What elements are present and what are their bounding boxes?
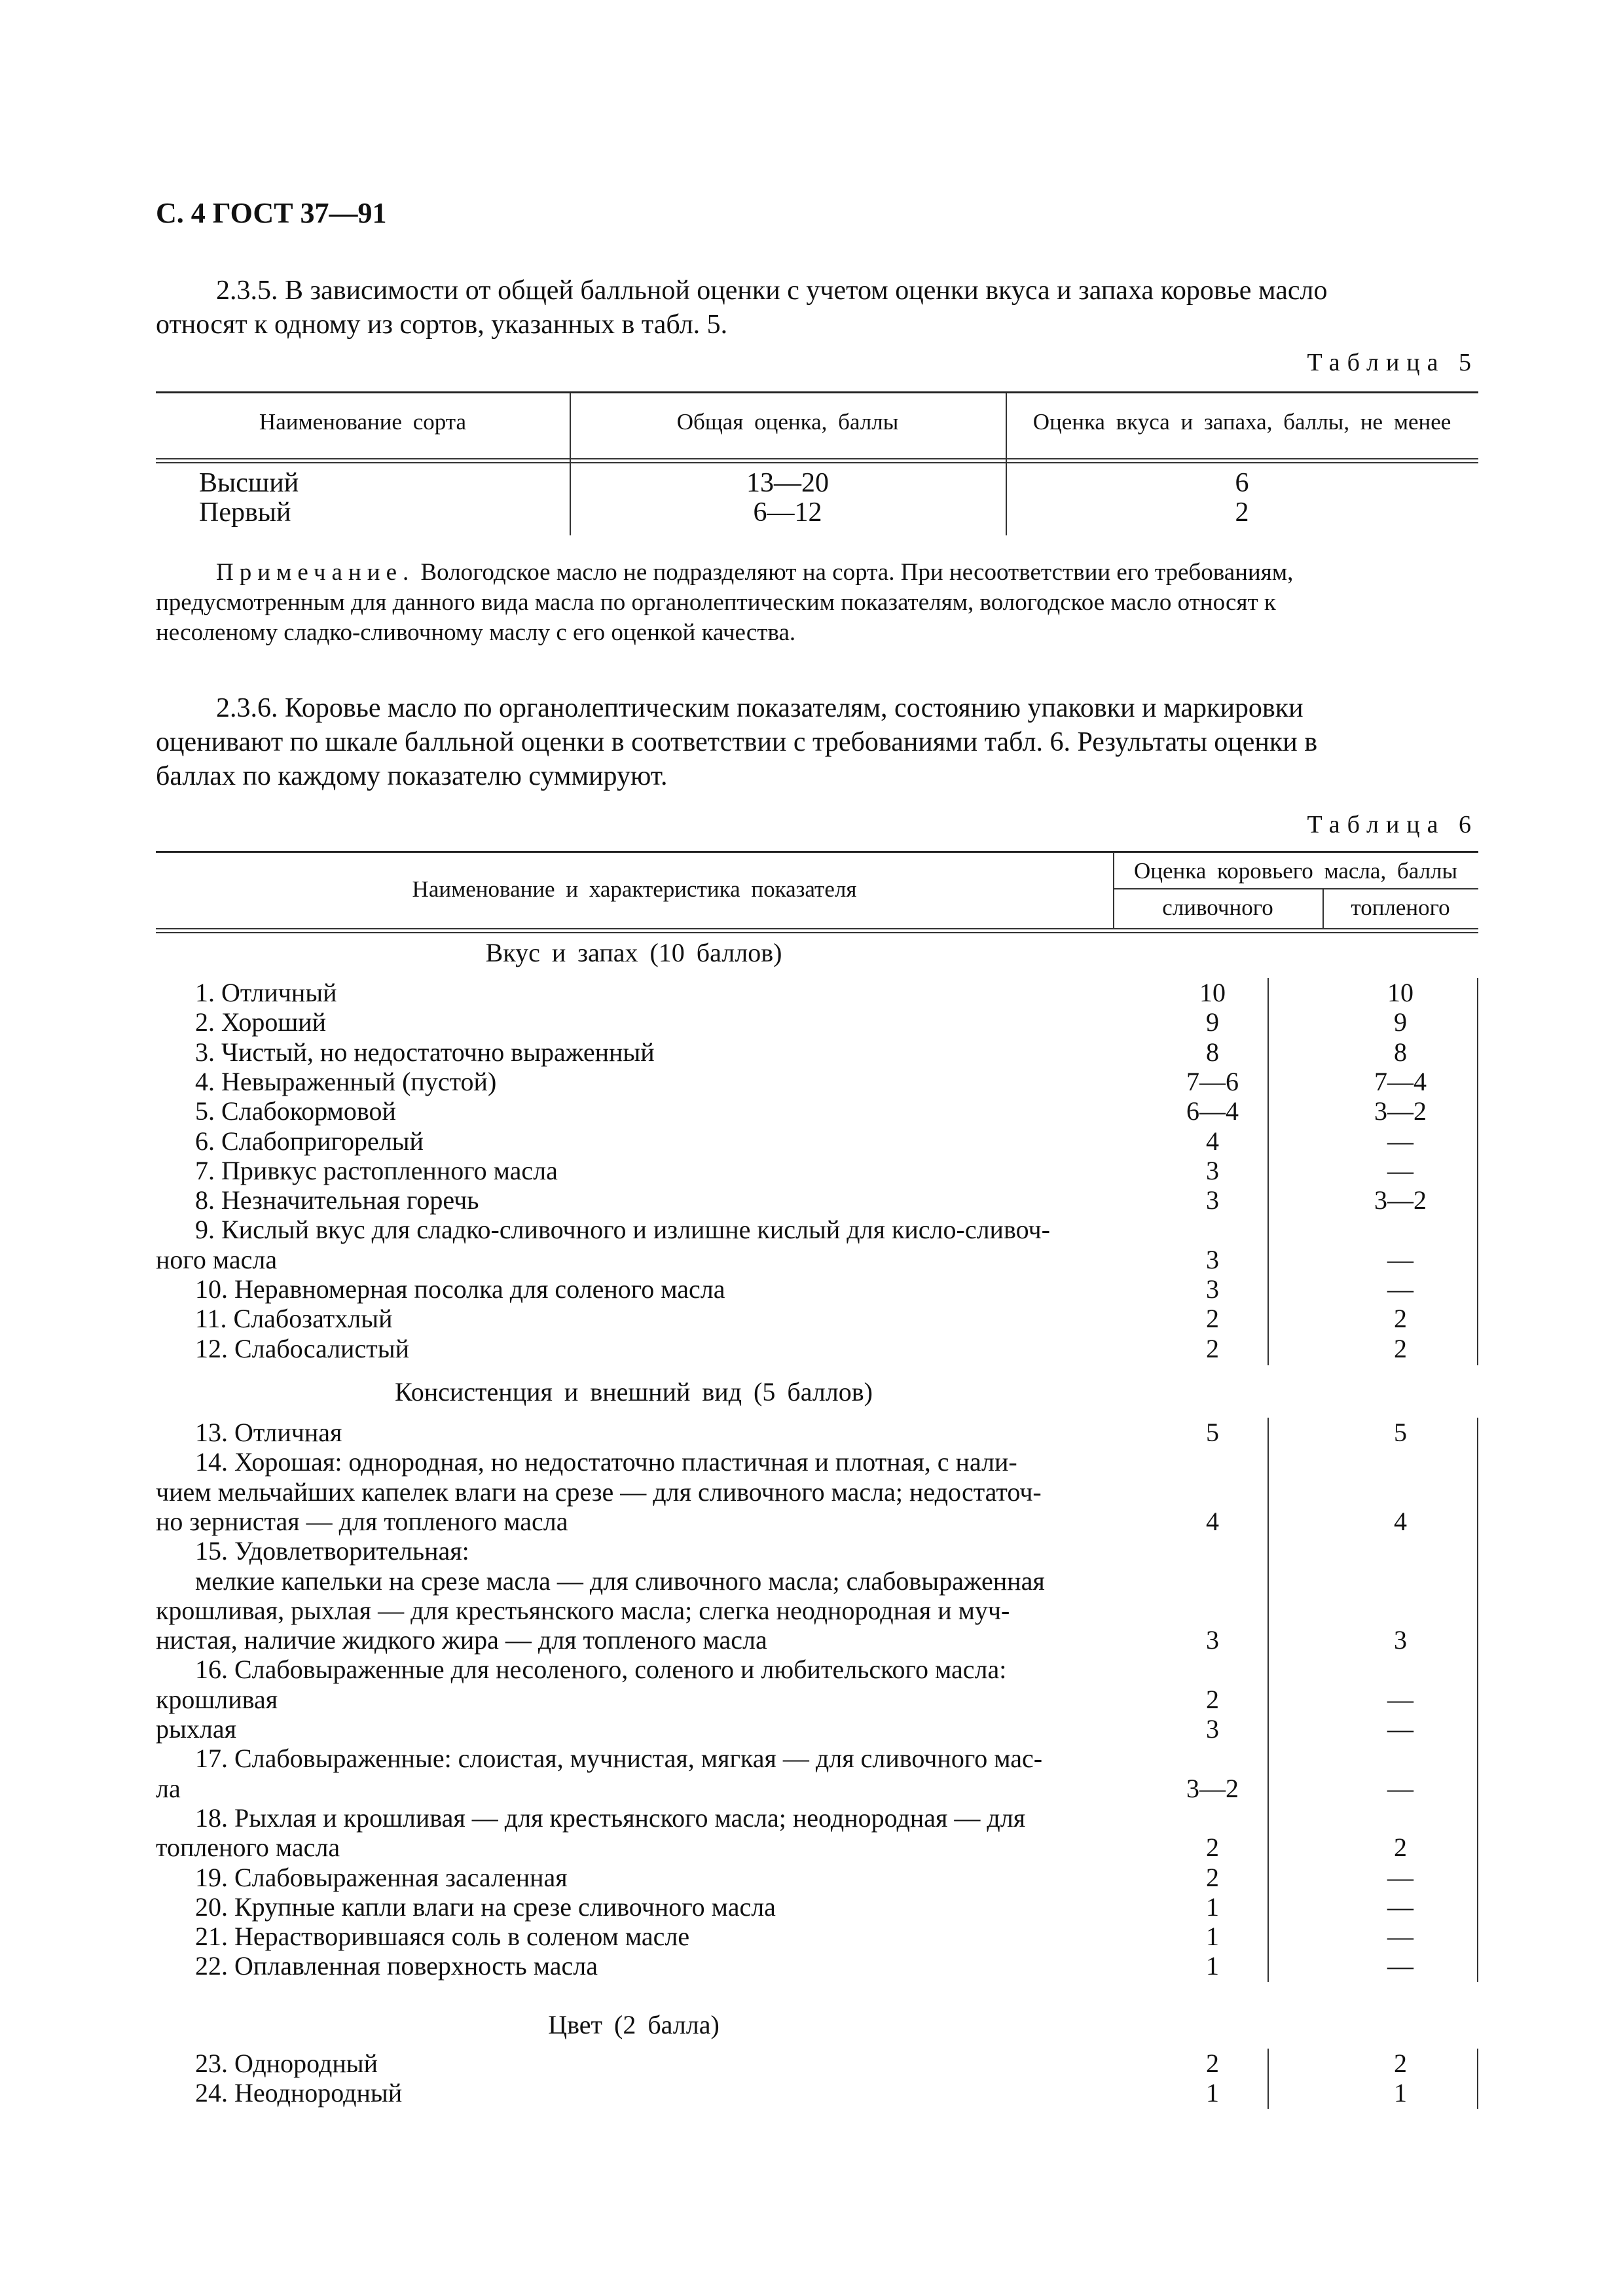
ghee-score: 8 — [1394, 1037, 1407, 1067]
butter-score: 3 — [1206, 1244, 1219, 1274]
butter-score: 2 — [1206, 1862, 1219, 1892]
paragraph-line: относят к одному из сортов, указанных в табл. 5. — [156, 310, 728, 340]
butter-score: 10 — [1199, 978, 1226, 1007]
indicator-name: 17. Слабовыраженные: слоистая, мучнистая, мягкая — для сливочного мас- — [195, 1744, 1043, 1774]
indicator-name: нистая, наличие жидкого жира — для топленого масла — [156, 1625, 767, 1655]
butter-score: 1 — [1206, 2078, 1219, 2108]
ghee-score: — — [1387, 1951, 1413, 1981]
ghee-score: — — [1387, 1126, 1413, 1156]
butter-score: 3 — [1206, 1185, 1219, 1215]
butter-score: 6—4 — [1186, 1096, 1239, 1126]
butter-score: 1 — [1206, 1892, 1219, 1922]
table-row — [156, 1655, 1478, 1684]
ghee-score: 1 — [1394, 2078, 1407, 2108]
indicator-name: 16. Слабовыраженные для несоленого, соленого и любительского масла: — [195, 1655, 1007, 1685]
paragraph-line: оценивают по шкале балльной оценки в соответствии с требованиями табл. 6. Результаты оценки в — [156, 727, 1318, 757]
table-row — [156, 978, 1478, 1007]
indicator-name: 23. Однородный — [195, 2049, 378, 2078]
table-5-caption: Таблица 5 — [1307, 349, 1478, 376]
paragraph-line: 2.3.6. Коровье масло по органолептическим показателям, состоянию упаковки и маркировки — [216, 693, 1304, 723]
ghee-score: 4 — [1394, 1506, 1407, 1536]
indicator-name: 9. Кислый вкус для сладко-сливочного и излишне кислый для кисло-сливоч- — [195, 1215, 1050, 1245]
ghee-score: 2 — [1394, 1333, 1407, 1363]
butter-score: 3 — [1206, 1625, 1219, 1655]
table-row — [156, 1334, 1478, 1363]
table-row — [156, 1037, 1478, 1067]
table-5-header-name: Наименование сорта — [259, 409, 467, 435]
table-5-note — [156, 558, 1478, 648]
indicator-name: рыхлая — [156, 1714, 236, 1744]
indicator-name: 24. Неоднородный — [195, 2078, 403, 2108]
table-row — [156, 1245, 1478, 1274]
table-row — [156, 1185, 1478, 1215]
indicator-name: но зернистая — для топленого масла — [156, 1506, 568, 1536]
indicator-name: крошливая — [156, 1684, 278, 1714]
table-row — [156, 1803, 1478, 1833]
indicator-name: 10. Неравномерная посолка для соленого масла — [195, 1274, 725, 1304]
indicator-name: 8. Незначительная горечь — [195, 1185, 479, 1215]
table-row — [156, 1126, 1478, 1156]
table-row — [156, 1096, 1478, 1126]
table-row — [156, 2049, 1478, 2078]
indicator-name: ного масла — [156, 1244, 278, 1274]
ghee-score: 3 — [1394, 1625, 1407, 1655]
table-row — [156, 1863, 1478, 1892]
table-rule — [156, 391, 1478, 393]
table-row — [156, 1951, 1478, 1981]
grade-name: Первый — [199, 497, 291, 528]
ghee-score: — — [1387, 1155, 1413, 1185]
table-row — [156, 1892, 1478, 1922]
butter-score: 4 — [1206, 1126, 1219, 1156]
section-title-consistency: Консистенция и внешний вид (5 баллов) — [395, 1377, 873, 1407]
header-sub-rule — [1113, 888, 1478, 889]
table-row — [156, 1536, 1478, 1566]
table-row — [156, 1304, 1478, 1333]
grade-taste: 2 — [1235, 497, 1249, 528]
indicator-name: 2. Хороший — [195, 1007, 326, 1037]
indicator-name: 5. Слабокормовой — [195, 1096, 396, 1126]
table-6-header-butter: сливочного — [1162, 895, 1273, 920]
ghee-score: 2 — [1394, 2049, 1407, 2078]
indicator-name: 14. Хорошая: однородная, но недостаточно пластичная и плотная, с нали- — [195, 1447, 1017, 1477]
butter-score: 3 — [1206, 1155, 1219, 1185]
ghee-score: — — [1387, 1274, 1413, 1304]
table-rule — [156, 851, 1478, 853]
table-row — [156, 1215, 1478, 1244]
table-row — [156, 1418, 1478, 1447]
indicator-name: мелкие капельки на срезе масла — для сливочного масла; слабовыраженная — [195, 1566, 1045, 1596]
table-header-rule — [156, 928, 1478, 933]
ghee-score: 2 — [1394, 1833, 1407, 1863]
indicator-name: крошливая, рыхлая — для крестьянского масла; слегка неоднородная и муч- — [156, 1595, 1010, 1625]
indicator-name: топленого масла — [156, 1833, 340, 1863]
indicator-name: 21. Нерастворившаяся соль в соленом масле — [195, 1922, 690, 1952]
indicator-name: 22. Оплавленная поверхность масла — [195, 1951, 598, 1981]
butter-score: 2 — [1206, 1304, 1219, 1334]
indicator-name: 13. Отличная — [195, 1418, 342, 1447]
butter-score: 2 — [1206, 1833, 1219, 1863]
indicator-name: 1. Отличный — [195, 978, 337, 1007]
indicator-name: ла — [156, 1773, 181, 1803]
butter-score: 4 — [1206, 1506, 1219, 1536]
grade-total: 13—20 — [746, 468, 829, 498]
grade-name: Высший — [199, 468, 299, 498]
table-row — [156, 1477, 1478, 1507]
grade-total: 6—12 — [753, 497, 822, 528]
ghee-score: — — [1387, 1892, 1413, 1922]
ghee-score: 10 — [1387, 978, 1413, 1007]
section-title-taste: Вкус и запах (10 баллов) — [485, 938, 782, 967]
indicator-name: 3. Чистый, но недостаточно выраженный — [195, 1037, 655, 1067]
butter-score: 3—2 — [1186, 1773, 1239, 1803]
page-header: С. 4 ГОСТ 37—91 — [156, 197, 387, 229]
butter-score: 2 — [1206, 1333, 1219, 1363]
ghee-score: 7—4 — [1374, 1066, 1427, 1096]
table-6-caption: Таблица 6 — [1307, 811, 1478, 838]
butter-score: 5 — [1206, 1418, 1219, 1447]
table-row — [156, 1774, 1478, 1803]
paragraph-2-3-6 — [156, 691, 1478, 793]
ghee-score: 9 — [1394, 1007, 1407, 1037]
table-5-header-total: Общая оценка, баллы — [676, 409, 899, 435]
indicator-name: 12. Слабосалистый — [195, 1333, 409, 1363]
paragraph-line: баллах по каждому показателю суммируют. — [156, 761, 668, 791]
indicator-name: 7. Привкус растопленного масла — [195, 1155, 558, 1185]
indicator-name: 15. Удовлетворительная: — [195, 1536, 469, 1566]
butter-score: 8 — [1206, 1037, 1219, 1067]
note-line: несоленому сладко-сливочному маслу с его оценкой качества. — [156, 619, 796, 646]
table-6-header-group: Оценка коровьего масла, баллы — [1133, 858, 1458, 884]
butter-score: 3 — [1206, 1714, 1219, 1744]
table-row — [156, 1685, 1478, 1714]
paragraph-line: 2.3.5. В зависимости от общей балльной оценки с учетом оценки вкуса и запаха коровье масло — [216, 276, 1328, 306]
indicator-name: 19. Слабовыраженная засаленная — [195, 1862, 568, 1892]
butter-score: 1 — [1206, 1922, 1219, 1952]
table-6-header-ghee: топленого — [1351, 895, 1450, 920]
butter-score: 2 — [1206, 1684, 1219, 1714]
table-row — [156, 1714, 1478, 1744]
note-label: Примечание. — [216, 559, 415, 586]
indicator-name: 20. Крупные капли влаги на срезе сливочного масла — [195, 1892, 776, 1922]
table-row — [156, 1744, 1478, 1773]
butter-score: 9 — [1206, 1007, 1219, 1037]
table-6-header-name: Наименование и характеристика показателя — [412, 876, 857, 902]
grade-taste: 6 — [1235, 468, 1249, 498]
table-row — [156, 1274, 1478, 1304]
table-row — [156, 1507, 1478, 1536]
ghee-score: 3—2 — [1374, 1185, 1427, 1215]
table-row — [156, 1566, 1478, 1596]
ghee-score: — — [1387, 1714, 1413, 1744]
indicator-name: 6. Слабопригорелый — [195, 1126, 424, 1156]
note-line: Вологодское масло не подразделяют на сорта. При несоответствии его требованиям, — [420, 559, 1294, 586]
paragraph-2-3-5 — [156, 274, 1478, 342]
table-row — [156, 1156, 1478, 1185]
butter-score: 2 — [1206, 2049, 1219, 2078]
table-row — [156, 1447, 1478, 1477]
ghee-score: — — [1387, 1773, 1413, 1803]
ghee-score: 2 — [1394, 1304, 1407, 1334]
table-5-header-taste: Оценка вкуса и запаха, баллы, не менее — [1032, 409, 1451, 435]
butter-score: 1 — [1206, 1951, 1219, 1981]
table-row — [156, 1625, 1478, 1655]
ghee-score: — — [1387, 1684, 1413, 1714]
indicator-name: 4. Невыраженный (пустой) — [195, 1066, 497, 1096]
indicator-name: 18. Рыхлая и крошливая — для крестьянского масла; неоднородная — для — [195, 1803, 1026, 1833]
ghee-score: — — [1387, 1244, 1413, 1274]
ghee-score: — — [1387, 1862, 1413, 1892]
table-row — [156, 1007, 1478, 1037]
ghee-score: 3—2 — [1374, 1096, 1427, 1126]
note-line: предусмотренным для данного вида масла по органолептическим показателям, вологодское масло относят к — [156, 589, 1276, 616]
table-row — [156, 1833, 1478, 1862]
butter-score: 7—6 — [1186, 1066, 1239, 1096]
indicator-name: 11. Слабозатхлый — [195, 1304, 393, 1334]
butter-score: 3 — [1206, 1274, 1219, 1304]
table-row — [156, 2078, 1478, 2108]
indicator-name: чием мельчайших капелек влаги на срезе — для сливочного масла; недостаточ- — [156, 1477, 1042, 1507]
section-title-color: Цвет (2 балла) — [548, 2010, 720, 2039]
table-header-rule — [156, 458, 1478, 463]
ghee-score: — — [1387, 1922, 1413, 1952]
table-row — [156, 1596, 1478, 1625]
ghee-score: 5 — [1394, 1418, 1407, 1447]
table-row — [156, 1067, 1478, 1096]
table-row — [156, 1922, 1478, 1951]
